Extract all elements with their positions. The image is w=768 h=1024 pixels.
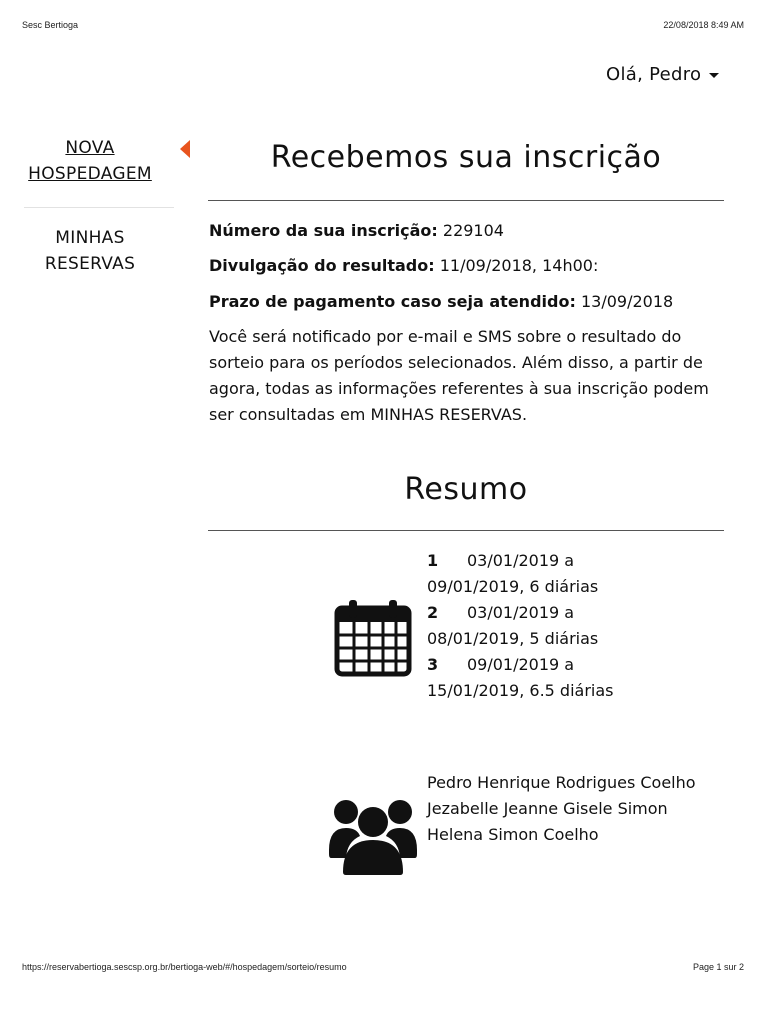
detail-value: 11/09/2018, 14h00: bbox=[439, 256, 599, 275]
sidebar-item-nova-hospedagem[interactable] bbox=[20, 135, 160, 187]
guest-name: Helena Simon Coelho bbox=[427, 825, 599, 844]
guest-name: Jezabelle Jeanne Gisele Simon bbox=[427, 799, 668, 818]
detail-payment-deadline bbox=[209, 289, 673, 315]
guest-list bbox=[427, 770, 697, 848]
sidebar-item-label-line1: NOVA bbox=[65, 138, 115, 158]
detail-result-date bbox=[209, 253, 598, 279]
user-menu[interactable] bbox=[606, 64, 719, 85]
sidebar-item-label-line1: MINHAS bbox=[55, 228, 125, 248]
period-item bbox=[427, 600, 657, 652]
calendar-icon bbox=[334, 598, 412, 678]
sidebar-item-label-line2: RESERVAS bbox=[44, 254, 136, 274]
period-item bbox=[427, 652, 657, 704]
active-indicator-icon bbox=[180, 140, 190, 158]
sidebar-divider bbox=[24, 207, 174, 208]
period-text: 03/01/2019 a 09/01/2019, 6 diárias bbox=[427, 551, 599, 596]
summary-title: Resumo bbox=[404, 472, 528, 507]
detail-label: Número da sua inscrição: bbox=[209, 221, 438, 240]
users-icon bbox=[329, 798, 417, 876]
guest-name: Pedro Henrique Rodrigues Coelho bbox=[427, 773, 696, 792]
period-text: 09/01/2019 a 15/01/2019, 6.5 diárias bbox=[427, 655, 614, 700]
period-number: 3 bbox=[427, 655, 439, 674]
summary-divider bbox=[208, 530, 724, 531]
detail-value: 13/09/2018 bbox=[580, 292, 674, 311]
period-text: 03/01/2019 a 08/01/2019, 5 diárias bbox=[427, 603, 599, 648]
detail-registration-number bbox=[209, 218, 504, 244]
period-number: 1 bbox=[427, 551, 439, 570]
caret-down-icon bbox=[709, 73, 719, 78]
detail-label: Prazo de pagamento caso seja atendido: bbox=[209, 292, 576, 311]
print-footer-page: Page 1 sur 2 bbox=[692, 962, 744, 972]
print-header-datetime: 22/08/2018 8:49 AM bbox=[663, 20, 744, 30]
title-divider bbox=[208, 200, 724, 201]
sidebar-item-minhas-reservas[interactable] bbox=[20, 225, 160, 277]
print-header-site: Sesc Bertioga bbox=[22, 20, 79, 30]
notice-text: Você será notificado por e-mail e SMS sobre o resultado do sorteio para os períodos selecionados. Além disso, a partir de agora, todas as informações referentes à sua inscrição podem ser consultadas em MINHAS RESERVAS. bbox=[209, 327, 709, 424]
period-item bbox=[427, 548, 657, 600]
detail-label: Divulgação do resultado: bbox=[209, 256, 435, 275]
detail-value: 229104 bbox=[442, 221, 504, 240]
print-footer-url: https://reservabertioga.sescsp.org.br/bertioga-web/#/hospedagem/sorteio/resumo bbox=[22, 962, 347, 972]
page-title: Recebemos sua inscrição bbox=[270, 140, 662, 175]
sidebar-item-label-line2: HOSPEDAGEM bbox=[28, 164, 152, 184]
user-greeting: Olá, Pedro bbox=[606, 64, 702, 85]
period-number: 2 bbox=[427, 603, 439, 622]
